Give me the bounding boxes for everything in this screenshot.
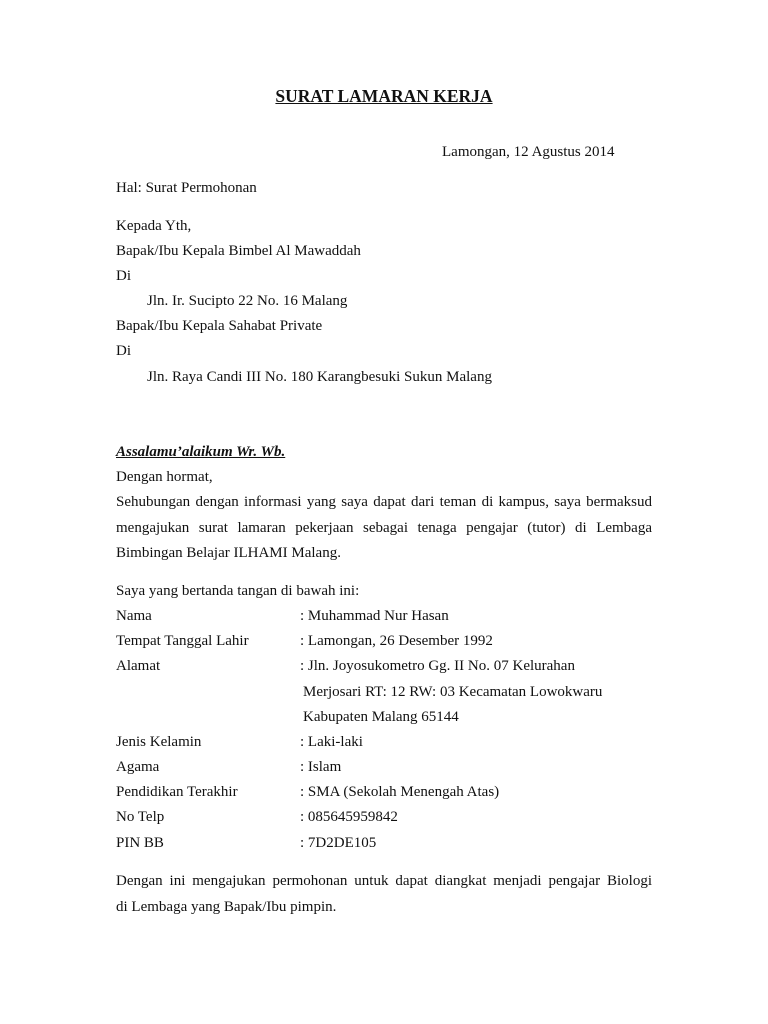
recipient-salutation: Kepada Yth, (116, 218, 192, 234)
greeting: Assalamu’alaikum Wr. Wb. (116, 444, 286, 460)
field-label-pendidikan: Pendidikan Terakhir (116, 784, 238, 800)
field-label-agama: Agama (116, 759, 160, 775)
recipient-2-di: Di (116, 343, 131, 359)
field-value-pin-bb: : 7D2DE105 (300, 835, 377, 851)
field-value-agama: : Islam (300, 759, 342, 775)
place-date: Lamongan, 12 Agustus 2014 (442, 144, 615, 160)
field-value-nama: : Muhammad Nur Hasan (300, 608, 449, 624)
closing-line: di Lembaga yang Bapak/Ibu pimpin. (116, 899, 337, 915)
recipient-2-name: Bapak/Ibu Kepala Sahabat Private (116, 318, 323, 334)
letter-title: SURAT LAMARAN KERJA (275, 86, 493, 106)
field-value-alamat-3: Kabupaten Malang 65144 (303, 709, 459, 725)
field-value-pendidikan: : SMA (Sekolah Menengah Atas) (300, 784, 500, 800)
undersigned-line: Saya yang bertanda tangan di bawah ini: (116, 583, 360, 599)
field-value-alamat-2: Merjosari RT: 12 RW: 03 Kecamatan Lowokwaru (303, 684, 603, 700)
opening: Dengan hormat, (116, 469, 213, 485)
field-label-alamat: Alamat (116, 658, 161, 674)
intro-line: Bimbingan Belajar ILHAMI Malang. (116, 545, 341, 561)
closing-line: Dengan ini mengajukan permohonan untuk dapat diangkat menjadi pengajar Biologi (116, 873, 652, 889)
recipient-1-di: Di (116, 268, 131, 284)
field-label-nama: Nama (116, 608, 152, 624)
subject-line: Hal: Surat Permohonan (116, 180, 257, 196)
recipient-1-address: Jln. Ir. Sucipto 22 No. 16 Malang (147, 293, 348, 309)
field-label-jenis-kelamin: Jenis Kelamin (116, 734, 202, 750)
field-label-telp: No Telp (116, 809, 165, 825)
field-value-alamat-1: : Jln. Joyosukometro Gg. II No. 07 Kelurahan (300, 658, 575, 674)
recipient-1-name: Bapak/Ibu Kepala Bimbel Al Mawaddah (116, 243, 361, 259)
field-value-telp: : 085645959842 (300, 809, 398, 825)
intro-line: Sehubungan dengan informasi yang saya dapat dari teman di kampus, saya bermaksud (116, 494, 652, 510)
recipient-2-address: Jln. Raya Candi III No. 180 Karangbesuki Sukun Malang (147, 369, 492, 385)
field-value-ttl: : Lamongan, 26 Desember 1992 (300, 633, 493, 649)
field-label-pin-bb: PIN BB (116, 835, 164, 851)
field-label-ttl: Tempat Tanggal Lahir (116, 633, 249, 649)
field-value-jenis-kelamin: : Laki-laki (300, 734, 363, 750)
intro-line: mengajukan surat lamaran pekerjaan sebagai tenaga pengajar (tutor) di Lembaga (116, 520, 652, 536)
